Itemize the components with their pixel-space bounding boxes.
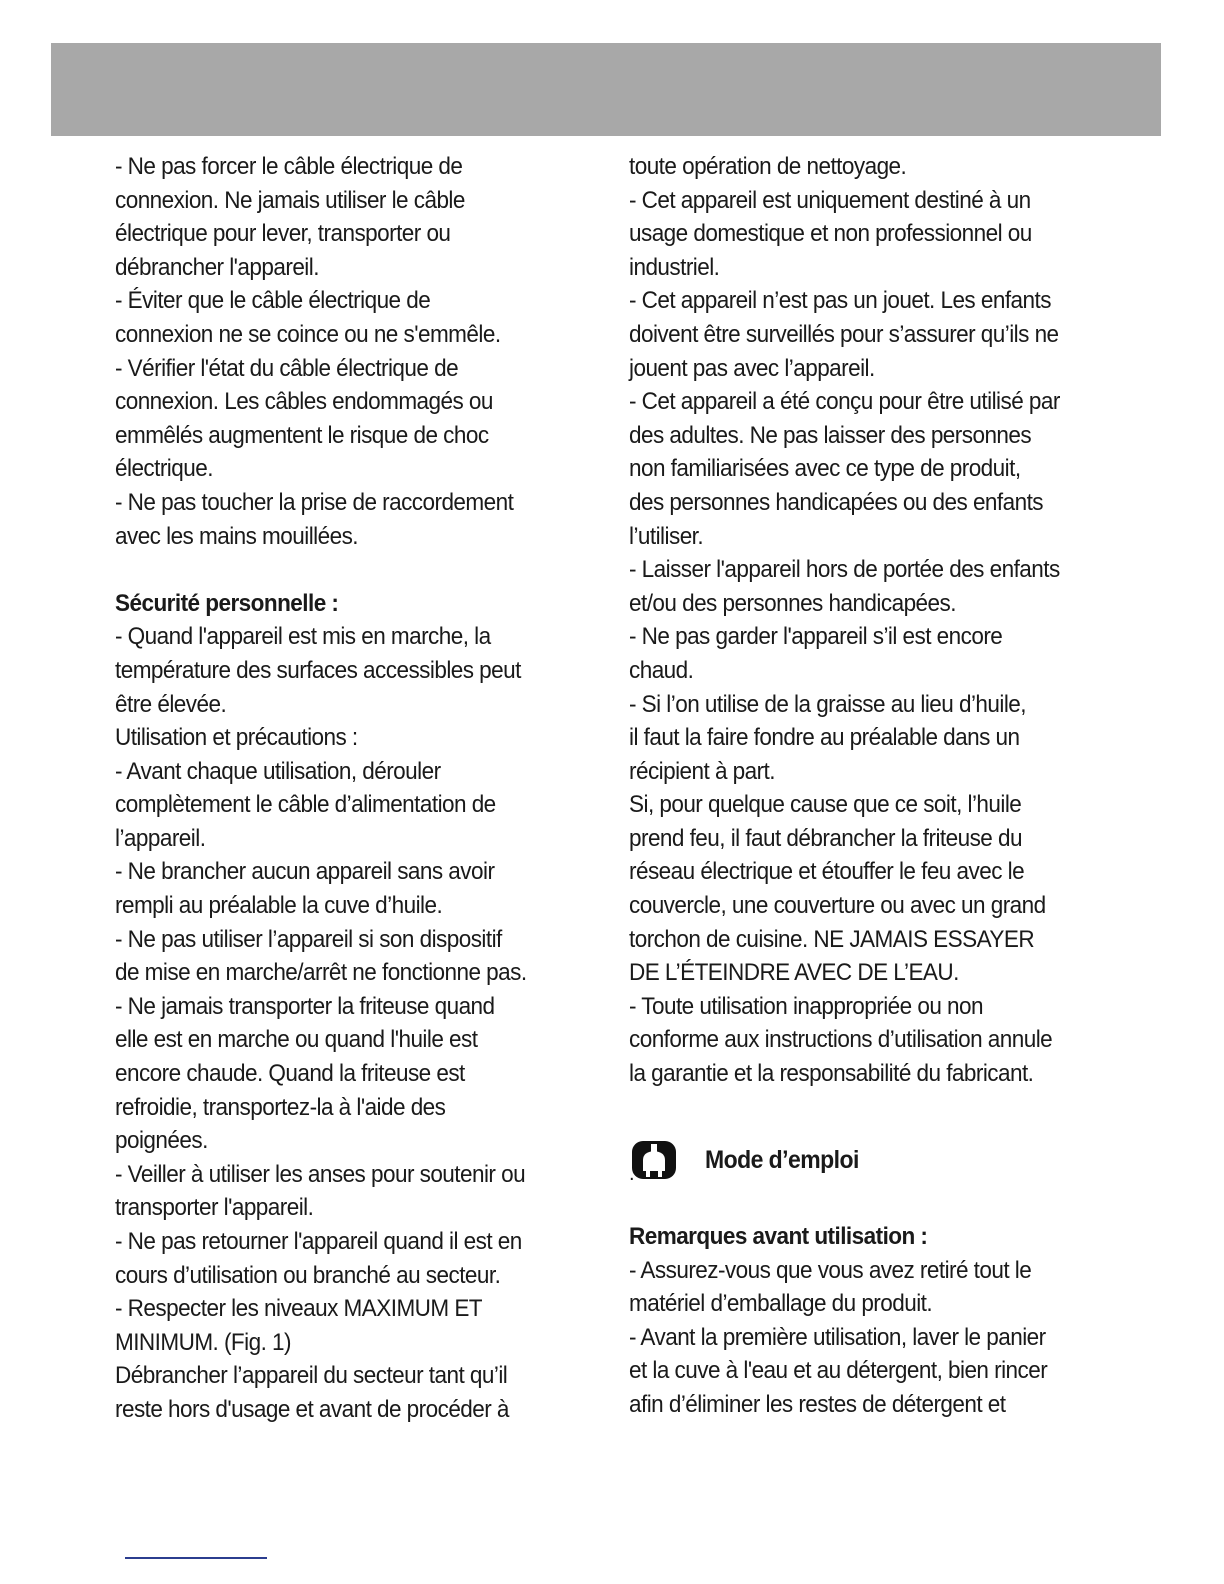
- text-line: des personnes handicapées ou des enfants: [629, 488, 1044, 516]
- text-line: - Toute utilisation inappropriée ou non: [629, 992, 983, 1020]
- text-line: matériel d’emballage du produit.: [629, 1290, 933, 1318]
- text-line: - Ne jamais transporter la friteuse quand: [115, 992, 495, 1020]
- text-line: - Cet appareil n’est pas un jouet. Les enfants: [629, 287, 1051, 315]
- text-line: non familiarisées avec ce type de produit,: [629, 455, 1021, 483]
- text-line: - Cet appareil est uniquement destiné à un: [629, 186, 1031, 214]
- text-line: usage domestique et non professionnel ou: [629, 220, 1032, 248]
- text-line: - Assurez-vous que vous avez retiré tout le: [629, 1256, 1032, 1284]
- text-line: Utilisation et précautions :: [115, 724, 358, 752]
- section-subheading: Remarques avant utilisation :: [629, 1223, 928, 1250]
- header-band: [51, 43, 1161, 136]
- text-line: - Cet appareil a été conçu pour être utilisé par: [629, 388, 1060, 416]
- text-line: - Avant chaque utilisation, dérouler: [115, 757, 441, 785]
- text-line: afin d’éliminer les restes de détergent et: [629, 1390, 1006, 1418]
- text-line: conforme aux instructions d’utilisation annule: [629, 1026, 1053, 1054]
- text-line: cours d’utilisation ou branché au secteur.: [115, 1261, 501, 1289]
- left-column: [115, 150, 575, 1427]
- text-line: MINIMUM. (Fig. 1): [115, 1328, 291, 1356]
- plug-icon: [629, 1138, 679, 1182]
- text-line: reste hors d'usage et avant de procéder à: [115, 1395, 509, 1423]
- text-line: - Ne pas garder l'appareil s’il est encore: [629, 623, 1003, 651]
- text-line: - Quand l'appareil est mis en marche, la: [115, 623, 491, 651]
- text-line: température des surfaces accessibles peut: [115, 656, 521, 684]
- text-line: chaud.: [629, 656, 694, 684]
- text-line: la garantie et la responsabilité du fabricant.: [629, 1060, 1034, 1088]
- text-line: connexion ne se coince ou ne s'emmêle.: [115, 320, 501, 348]
- text-line: - Ne brancher aucun appareil sans avoir: [115, 858, 495, 886]
- text-line: - Ne pas utiliser l’appareil si son dispositif: [115, 925, 502, 953]
- text-line: transporter l'appareil.: [115, 1194, 314, 1222]
- text-line: - Laisser l'appareil hors de portée des enfants: [629, 556, 1060, 584]
- text-line: électrique pour lever, transporter ou: [115, 220, 451, 248]
- text-line: - Ne pas retourner l'appareil quand il est en: [115, 1228, 522, 1255]
- blank-line: [115, 553, 575, 587]
- text-line: être élevée.: [115, 690, 227, 718]
- text-line: - Avant la première utilisation, laver le panier: [629, 1323, 1046, 1351]
- text-line: Si, pour quelque cause que ce soit, l’huile: [629, 791, 1022, 819]
- text-line: débrancher l'appareil.: [115, 253, 319, 281]
- text-line: industriel.: [629, 253, 720, 281]
- text-line: connexion. Ne jamais utiliser le câble: [115, 186, 465, 214]
- section-title: Mode d’emploi: [705, 1145, 859, 1174]
- text-line: il faut la faire fondre au préalable dans un: [629, 724, 1020, 752]
- right-column-remarques: [629, 1220, 1107, 1422]
- text-line: - Veiller à utiliser les anses pour soutenir ou: [115, 1160, 526, 1188]
- text-line: couvercle, une couverture ou avec un grand: [629, 892, 1046, 920]
- text-line: et la cuve à l'eau et au détergent, bien rincer: [629, 1357, 1048, 1385]
- text-line: de mise en marche/arrêt ne fonctionne pas.: [115, 959, 527, 987]
- text-line: - Éviter que le câble électrique de: [115, 287, 431, 315]
- text-line: connexion. Les câbles endommagés ou: [115, 388, 493, 416]
- right-column: [629, 150, 1107, 1091]
- text-line: des adultes. Ne pas laisser des personnes: [629, 421, 1032, 449]
- heading-dot: .: [629, 1163, 635, 1185]
- text-line: torchon de cuisine. NE JAMAIS ESSAYER: [629, 925, 1035, 953]
- text-line: - Respecter les niveaux MAXIMUM ET: [115, 1295, 483, 1323]
- text-line: emmêlés augmentent le risque de choc: [115, 421, 489, 449]
- text-line: elle est en marche ou quand l'huile est: [115, 1026, 478, 1054]
- text-line: - Ne pas forcer le câble électrique de: [115, 153, 463, 180]
- text-line: doivent être surveillés pour s’assurer qu’ils ne: [629, 320, 1059, 348]
- text-line: complètement le câble d’alimentation de: [115, 791, 496, 819]
- footer-rule: [125, 1557, 267, 1559]
- text-line: encore chaude. Quand la friteuse est: [115, 1060, 465, 1088]
- text-line: - Ne pas toucher la prise de raccordement: [115, 488, 514, 516]
- mode-emploi-heading: [629, 1138, 872, 1185]
- text-line: l’utiliser.: [629, 522, 704, 550]
- text-line: et/ou des personnes handicapées.: [629, 589, 956, 617]
- text-line: - Si l’on utilise de la graisse au lieu d’huile,: [629, 690, 1026, 718]
- text-line: avec les mains mouillées.: [115, 522, 359, 550]
- text-line: l’appareil.: [115, 824, 206, 852]
- text-line: prend feu, il faut débrancher la friteuse du: [629, 824, 1022, 852]
- text-line: rempli au préalable la cuve d’huile.: [115, 892, 443, 920]
- text-line: refroidie, transportez-la à l'aide des: [115, 1093, 446, 1121]
- text-line: électrique.: [115, 455, 213, 483]
- text-line: Débrancher l’appareil du secteur tant qu’il: [115, 1362, 508, 1390]
- section-subheading: Sécurité personnelle :: [115, 589, 339, 617]
- text-line: toute opération de nettoyage.: [629, 153, 907, 180]
- text-line: - Vérifier l'état du câble électrique de: [115, 354, 459, 382]
- text-line: DE L’ÉTEINDRE AVEC DE L’EAU.: [629, 959, 959, 987]
- text-line: poignées.: [115, 1127, 208, 1155]
- text-line: réseau électrique et étouffer le feu avec le: [629, 858, 1025, 886]
- text-line: jouent pas avec l’appareil.: [629, 354, 875, 382]
- text-line: récipient à part.: [629, 757, 775, 785]
